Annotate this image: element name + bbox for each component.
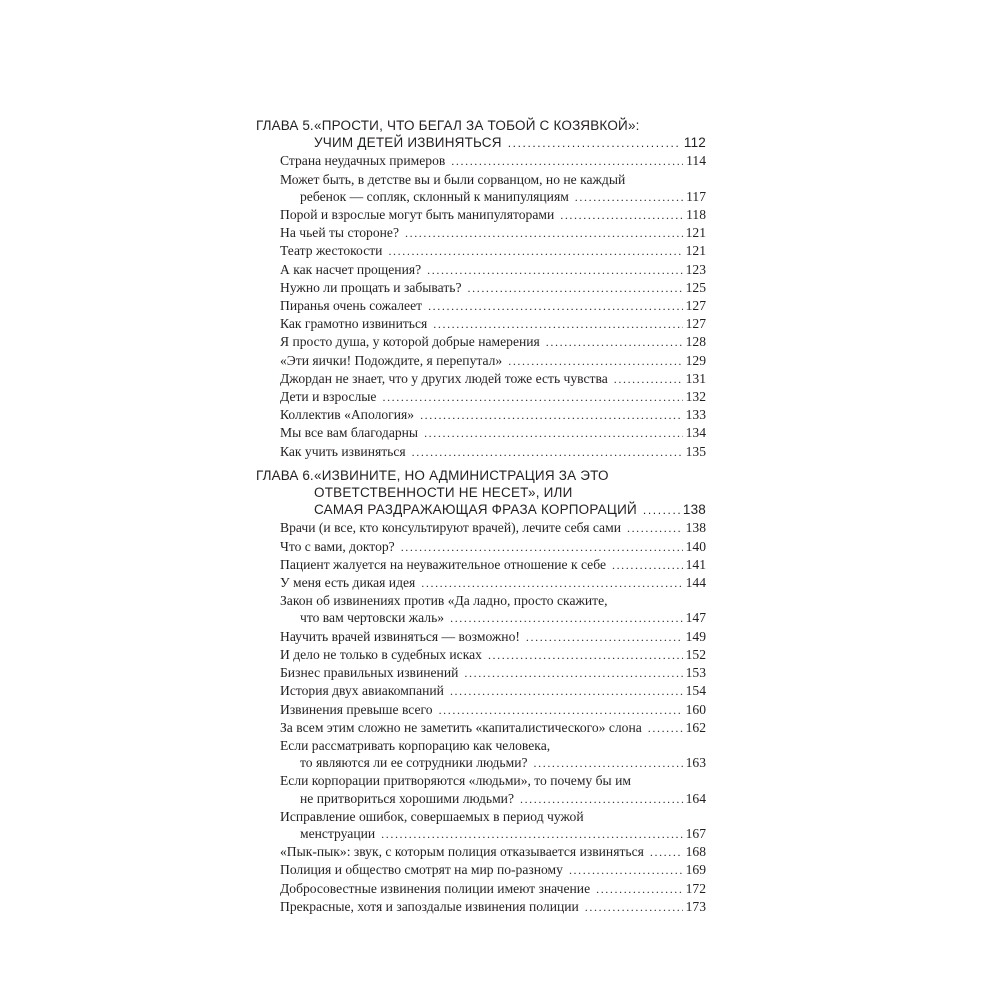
- toc-entry: [256, 592, 706, 627]
- page-number: 127: [685, 316, 706, 332]
- toc-entry: [256, 843, 706, 861]
- entry-title-line: Закон об извинениях против «Да ладно, просто скажите,: [280, 593, 608, 609]
- dot-leader: [569, 862, 683, 879]
- entry-continuation: [280, 609, 706, 627]
- toc-entry-row: [280, 519, 706, 537]
- page-number: 172: [685, 880, 706, 896]
- dot-leader: [439, 702, 683, 719]
- toc-entry: [256, 171, 706, 206]
- toc-entry: [256, 370, 706, 388]
- entry-title: Нужно ли прощать и забывать?: [280, 279, 462, 295]
- entry-continuation: [280, 825, 706, 843]
- entry-title: Коллектив «Апология»: [280, 407, 415, 423]
- entry-title: На чьей ты стороне?: [280, 225, 399, 241]
- entry-title: Пиранья очень сожалеет: [280, 298, 423, 314]
- page-number: 118: [686, 207, 706, 223]
- toc-entry: [256, 898, 706, 916]
- page-number: 141: [685, 556, 706, 572]
- toc-entry-row: [280, 843, 706, 861]
- dot-leader: [401, 539, 683, 556]
- chapter-heading: [256, 117, 706, 152]
- page-number: 152: [685, 646, 706, 662]
- entry-title: УЧИМ ДЕТЕЙ ИЗВИНЯТЬСЯ: [314, 135, 502, 151]
- entry-title-line: Если корпорации притворяются «людьми», то почему бы им: [280, 773, 631, 789]
- page-number: 147: [685, 610, 706, 626]
- entry-title: ребенок — сопляк, склонный к манипуляциям: [300, 188, 569, 204]
- entry-title: менструации: [300, 825, 376, 841]
- toc-entry: [256, 772, 706, 807]
- page-number: 154: [685, 683, 706, 699]
- dot-leader: [433, 316, 682, 333]
- dot-leader: [612, 557, 683, 574]
- page-number: 125: [685, 279, 706, 295]
- page-number: 162: [685, 719, 706, 735]
- toc-entry: [256, 224, 706, 242]
- toc-entry-row: [280, 628, 706, 646]
- toc-entry: [256, 737, 706, 772]
- toc-entry-row: [280, 406, 706, 424]
- page-number: 121: [685, 225, 706, 241]
- entry-title: то являются ли ее сотрудники людьми?: [300, 755, 528, 771]
- page-number: 160: [685, 701, 706, 717]
- toc-entry-row: [280, 370, 706, 388]
- toc-entry-row: [280, 574, 706, 592]
- page-number: 164: [685, 790, 706, 806]
- chapter-label: ГЛАВА 5.: [256, 118, 314, 133]
- entry-title: «Пык-пык»: звук, с которым полиция отказывается извиняться: [280, 844, 644, 860]
- toc-entry-row: [280, 315, 706, 333]
- page-number: 153: [685, 665, 706, 681]
- page-number: 140: [685, 538, 706, 554]
- toc-entry: [256, 352, 706, 370]
- toc-entry: [256, 880, 706, 898]
- chapter-section: [256, 467, 706, 916]
- toc-entry-row: [280, 682, 706, 700]
- page-number: 128: [685, 334, 706, 350]
- entry-title: И дело не только в судебных исках: [280, 646, 482, 662]
- dot-leader: [451, 153, 683, 170]
- toc-entry: [256, 682, 706, 700]
- entry-title: Мы все вам благодарны: [280, 425, 419, 441]
- entry-title: САМАЯ РАЗДРАЖАЮЩАЯ ФРАЗА КОРПОРАЦИЙ: [314, 502, 637, 518]
- dot-leader: [643, 502, 680, 519]
- page-number: 123: [685, 261, 706, 277]
- entry-title: Пациент жалуется на неуважительное отношение к себе: [280, 556, 606, 572]
- entry-title: «Эти яички! Подождите, я перепутал»: [280, 352, 503, 368]
- page-number: 144: [685, 575, 706, 591]
- toc-entry-row: [280, 242, 706, 260]
- dot-leader: [412, 444, 683, 461]
- dot-leader: [450, 683, 683, 700]
- toc-entry-row: [280, 443, 706, 461]
- entry-title: Театр жестокости: [280, 243, 383, 259]
- dot-leader: [648, 720, 683, 737]
- dot-leader: [534, 755, 683, 772]
- entry-title: Прекрасные, хотя и запоздалые извинения полиции: [280, 898, 579, 914]
- dot-leader: [424, 425, 683, 442]
- toc-entry-row: [280, 224, 706, 242]
- entry-title: Порой и взрослые могут быть манипуляторами: [280, 207, 555, 223]
- toc-entry: [256, 206, 706, 224]
- table-of-contents: [256, 117, 706, 916]
- toc-entry-row: [300, 790, 706, 808]
- dot-leader: [575, 189, 683, 206]
- entry-title: не притвориться хорошими людьми?: [300, 790, 514, 806]
- chapter-title-row: [314, 501, 706, 519]
- entry-title: Джордан не знает, что у других людей тоже есть чувства: [280, 370, 608, 386]
- toc-entry-row: [280, 556, 706, 574]
- page-number: 173: [685, 898, 706, 914]
- page-number: 167: [685, 825, 706, 841]
- toc-entry-row: [280, 261, 706, 279]
- toc-entry: [256, 861, 706, 879]
- entry-title: Как учить извиняться: [280, 443, 406, 459]
- page-number: 121: [685, 243, 706, 259]
- dot-leader: [526, 629, 683, 646]
- chapter-label: ГЛАВА 6.: [256, 467, 314, 483]
- chapter-title-row: [314, 134, 706, 152]
- toc-entry-row: [300, 825, 706, 843]
- toc-entry-row: [300, 188, 706, 206]
- dot-leader: [560, 207, 683, 224]
- page-number: 132: [685, 389, 706, 405]
- toc-entry: [256, 808, 706, 843]
- dot-leader: [488, 647, 683, 664]
- toc-entry-row: [280, 861, 706, 879]
- page-number: 127: [685, 298, 706, 314]
- dot-leader: [464, 665, 682, 682]
- toc-entry: [256, 242, 706, 260]
- page-number: 114: [686, 153, 706, 169]
- toc-entry-row: [280, 701, 706, 719]
- toc-entry: [256, 646, 706, 664]
- toc-entry-row: [280, 297, 706, 315]
- entry-title: Полиция и общество смотрят на мир по-разному: [280, 862, 563, 878]
- entry-continuation: [280, 790, 706, 808]
- toc-entry: [256, 297, 706, 315]
- toc-entry-row: [280, 388, 706, 406]
- dot-leader: [428, 298, 683, 315]
- page-number: 138: [685, 520, 706, 536]
- entry-title: Бизнес правильных извинений: [280, 665, 459, 681]
- page-number: 112: [683, 135, 706, 151]
- entry-continuation: [280, 754, 706, 772]
- toc-entry: [256, 574, 706, 592]
- toc-entry: [256, 279, 706, 297]
- page-number: 138: [682, 502, 706, 518]
- page-number: 168: [685, 844, 706, 860]
- toc-entry-row: [280, 424, 706, 442]
- toc-entry: [256, 261, 706, 279]
- dot-leader: [508, 353, 682, 370]
- toc-entry: [256, 388, 706, 406]
- toc-entry-row: [280, 898, 706, 916]
- dot-leader: [421, 575, 682, 592]
- chapter-heading: [256, 467, 706, 520]
- page-number: 129: [685, 352, 706, 368]
- toc-entry: [256, 333, 706, 351]
- entry-title: Как грамотно извиниться: [280, 316, 428, 332]
- entry-title: Что с вами, доктор?: [280, 538, 395, 554]
- dot-leader: [381, 826, 682, 843]
- entry-title-line: Может быть, в детстве вы и были сорванцом, но не каждый: [280, 171, 626, 187]
- toc-entry: [256, 315, 706, 333]
- chapter-section: [256, 117, 706, 461]
- entry-title: История двух авиакомпаний: [280, 683, 444, 699]
- page-number: 163: [685, 755, 706, 771]
- toc-entry: [256, 719, 706, 737]
- toc-entry-row: [280, 664, 706, 682]
- toc-entry: [256, 406, 706, 424]
- dot-leader: [450, 610, 683, 627]
- toc-entry-row: [280, 152, 706, 170]
- page-number: 117: [686, 188, 706, 204]
- toc-entry: [256, 152, 706, 170]
- dot-leader: [427, 262, 682, 279]
- page-number: 149: [685, 628, 706, 644]
- chapter-title-line: «ИЗВИНИТЕ, НО АДМИНИСТРАЦИЯ ЗА ЭТО: [314, 467, 609, 483]
- dot-leader: [508, 135, 681, 152]
- entry-title: Дети и взрослые: [280, 389, 377, 405]
- toc-entry-row: [280, 538, 706, 556]
- toc-entry-row: [300, 754, 706, 772]
- dot-leader: [520, 791, 683, 808]
- entry-title: Добросовестные извинения полиции имеют значение: [280, 880, 591, 896]
- dot-leader: [546, 334, 683, 351]
- dot-leader: [388, 243, 682, 260]
- toc-entry-row: [280, 646, 706, 664]
- dot-leader: [596, 881, 683, 898]
- toc-entry: [256, 628, 706, 646]
- entry-title: что вам чертовски жаль»: [300, 610, 445, 626]
- toc-entry: [256, 424, 706, 442]
- entry-title: Научить врачей извиняться — возможно!: [280, 628, 520, 644]
- dot-leader: [405, 225, 683, 242]
- page-number: 169: [685, 862, 706, 878]
- entry-continuation: [280, 188, 706, 206]
- entry-title: А как насчет прощения?: [280, 261, 422, 277]
- chapter-title-line: ОТВЕТСТВЕННОСТИ НЕ НЕСЕТ», ИЛИ: [314, 485, 573, 501]
- entry-title-line: Исправление ошибок, совершаемых в период чужой: [280, 808, 584, 824]
- entry-title: Страна неудачных примеров: [280, 153, 446, 169]
- toc-entry: [256, 538, 706, 556]
- dot-leader: [585, 899, 683, 916]
- toc-entry-row: [280, 880, 706, 898]
- toc-entry: [256, 519, 706, 537]
- entry-title: За всем этим сложно не заметить «капиталистического» слона: [280, 719, 642, 735]
- entry-title-line: Если рассматривать корпорацию как человека,: [280, 737, 551, 753]
- toc-entry-row: [300, 609, 706, 627]
- entry-title: Я просто душа, у которой добрые намерения: [280, 334, 540, 350]
- dot-leader: [468, 280, 683, 297]
- entry-title: Врачи (и все, кто консультируют врачей), лечите себя сами: [280, 520, 621, 536]
- dot-leader: [614, 371, 683, 388]
- dot-leader: [650, 844, 683, 861]
- entry-title: Извинения превыше всего: [280, 701, 433, 717]
- toc-entry-row: [280, 279, 706, 297]
- toc-entry-row: [280, 206, 706, 224]
- chapter-title-line: «ПРОСТИ, ЧТО БЕГАЛ ЗА ТОБОЙ С КОЗЯВКОЙ»:: [314, 118, 640, 133]
- page-number: 135: [685, 443, 706, 459]
- toc-entry-row: [280, 719, 706, 737]
- entry-title: У меня есть дикая идея: [280, 575, 416, 591]
- toc-entry-row: [280, 352, 706, 370]
- page-number: 133: [685, 407, 706, 423]
- dot-leader: [382, 389, 682, 406]
- toc-entry: [256, 443, 706, 461]
- page-number: 134: [685, 425, 706, 441]
- dot-leader: [627, 520, 683, 537]
- toc-entry: [256, 701, 706, 719]
- toc-entry-row: [280, 333, 706, 351]
- toc-entry: [256, 664, 706, 682]
- toc-entry: [256, 556, 706, 574]
- page-number: 131: [685, 370, 706, 386]
- dot-leader: [420, 407, 683, 424]
